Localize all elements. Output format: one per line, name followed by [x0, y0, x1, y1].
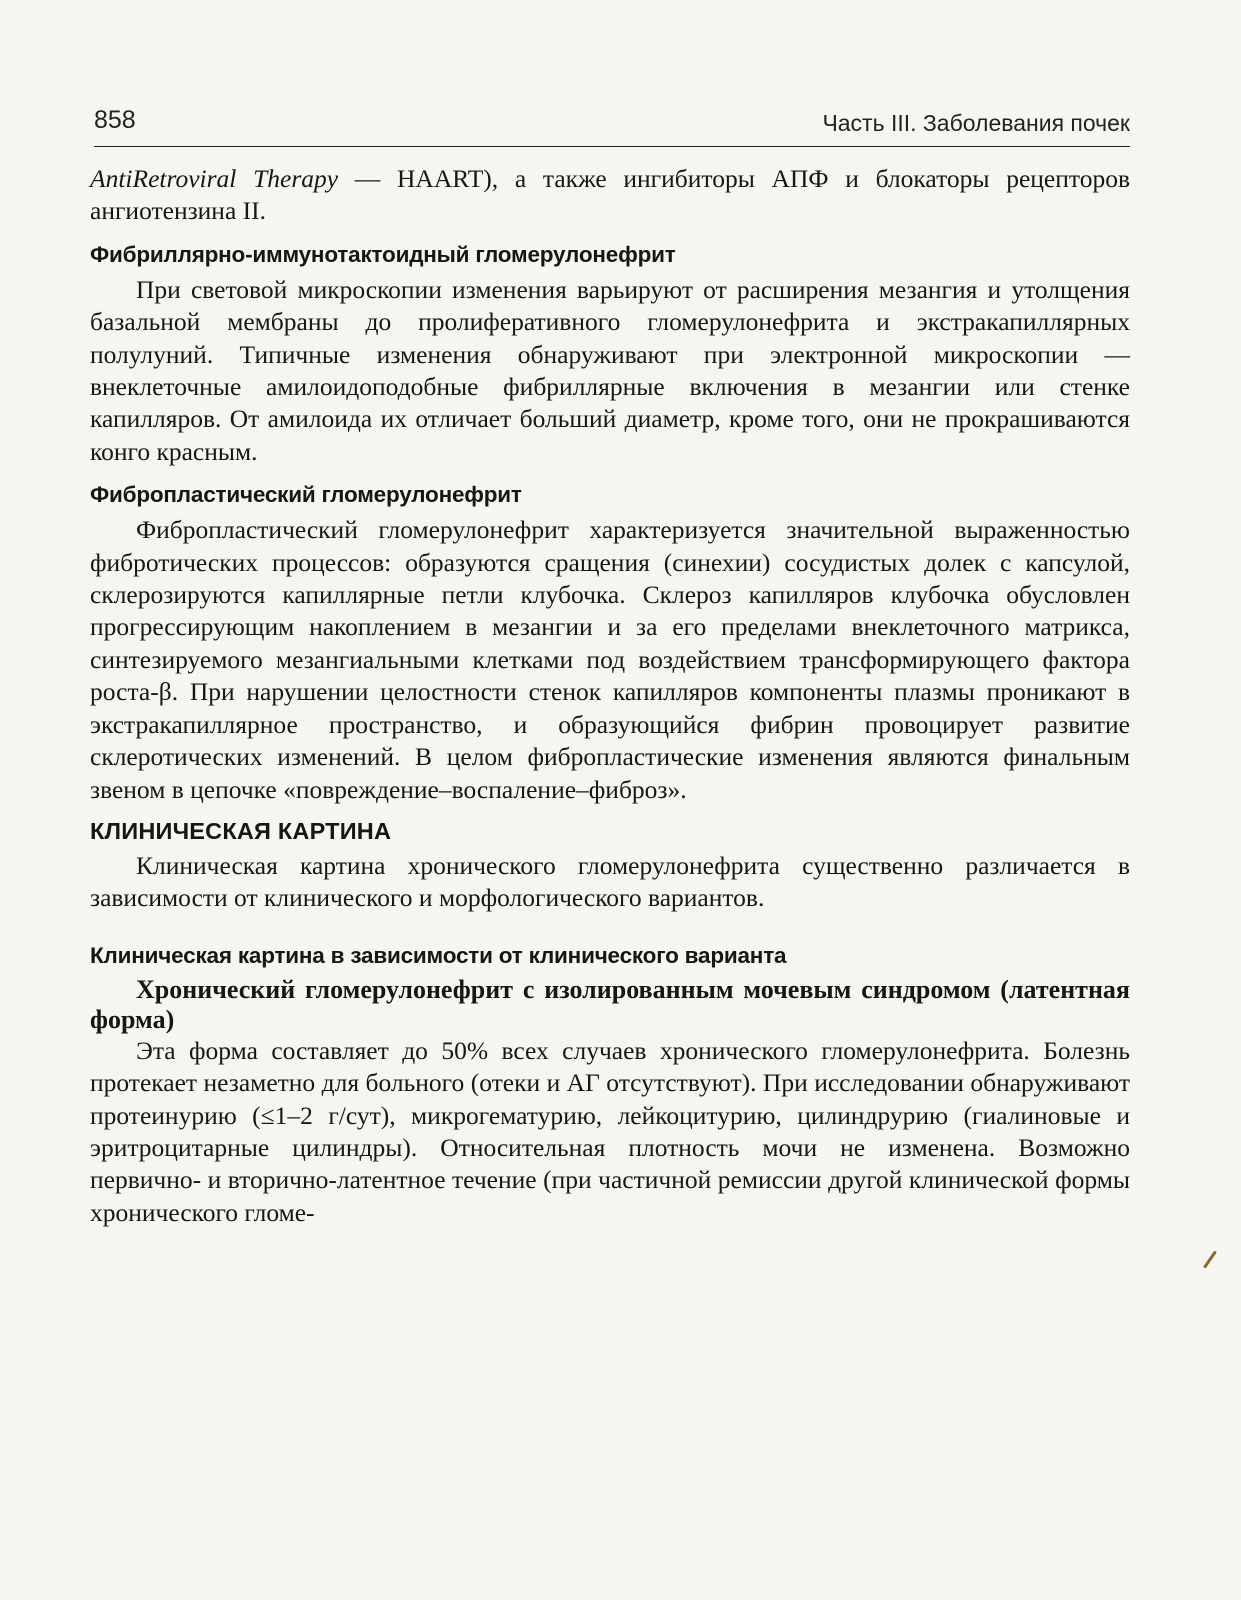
page-header	[94, 106, 1130, 147]
pencil-mark	[1203, 1250, 1217, 1268]
intro-italic: AntiRetroviral Therapy	[90, 164, 339, 193]
paragraph-fibroplastic: Фибропластический гломерулонефрит характеризуется значительной выраженностью фибротических процессов: образуются сращения (синехии) сосудистых долек с капсулой, склерозируются капиллярные петли клубочка. Склероз капилляров клубочка обусловлен прогрессирующим накоплением в мезангии и за его пределами внеклеточного матрикса, синтезируемого мезангиальными клетками под воздействием трансформирующего фактора роста-β. При нарушении целостности стенок капилляров компоненты плазмы проникают в экстракапиллярное пространство, и образующийся фибрин провоцирует развитие склеротических изменений. В целом фибропластические изменения являются финальным звеном в цепочке «повреждение–воспаление–фиброз».	[90, 515, 1130, 804]
page-number: 858	[94, 106, 136, 134]
running-title: Часть III. Заболевания почек	[822, 110, 1130, 136]
paragraph-latent-form: Эта форма составляет до 50% всех случаев хронического гломерулонефрита. Болезнь протекает незаметно для больного (отеки и АГ отсутствуют). При исследовании обнаруживают протеинурию (≤1–2 г/сут), микрогематурию, лейкоцитурию, цилиндрурию (гиалиновые и эритроцитарные цилиндры). Относительная плотность мочи не изменена. Возможно первично- и вторично-латентное течение (при частичной ремиссии другой клинической формы хронического гломе-	[90, 1035, 1130, 1227]
heading-clinical: КЛИНИЧЕСКАЯ КАРТИНА	[90, 817, 392, 844]
intro-text: — HAART), а также ингибиторы АПФ и блокаторы рецепторов ангиотензина II.	[90, 164, 1130, 226]
heading-fibrillary: Фибриллярно-иммунотактоидный гломерулонефрит	[90, 241, 676, 267]
intro-paragraph	[90, 163, 1130, 228]
subheading-latent-form: Хронический гломерулонефрит с изолированным мочевым синдромом (латентная форма)	[90, 974, 1130, 1034]
page-body	[90, 163, 1130, 1229]
heading-fibroplastic: Фибропластический гломерулонефрит	[90, 482, 522, 508]
heading-clinical-variant: Клиническая картина в зависимости от клинического варианта	[90, 942, 787, 968]
paragraph-clinical: Клиническая картина хронического гломерулонефрита существенно различается в зависимости от клинического и морфологического вариантов.	[90, 850, 1130, 913]
paragraph-fibrillary: При световой микроскопии изменения варьируют от расширения мезангия и утолщения базальной мембраны до пролиферативного гломерулонефрита и экстракапиллярных полулуний. Типичные изменения обнаруживают при электронной микроскопии — внеклеточные амилоидоподобные фибриллярные включения в мезангии или стенке капилляров. От амилоида их отличает больший диаметр, кроме того, они не прокрашиваются конго красным.	[90, 274, 1130, 466]
